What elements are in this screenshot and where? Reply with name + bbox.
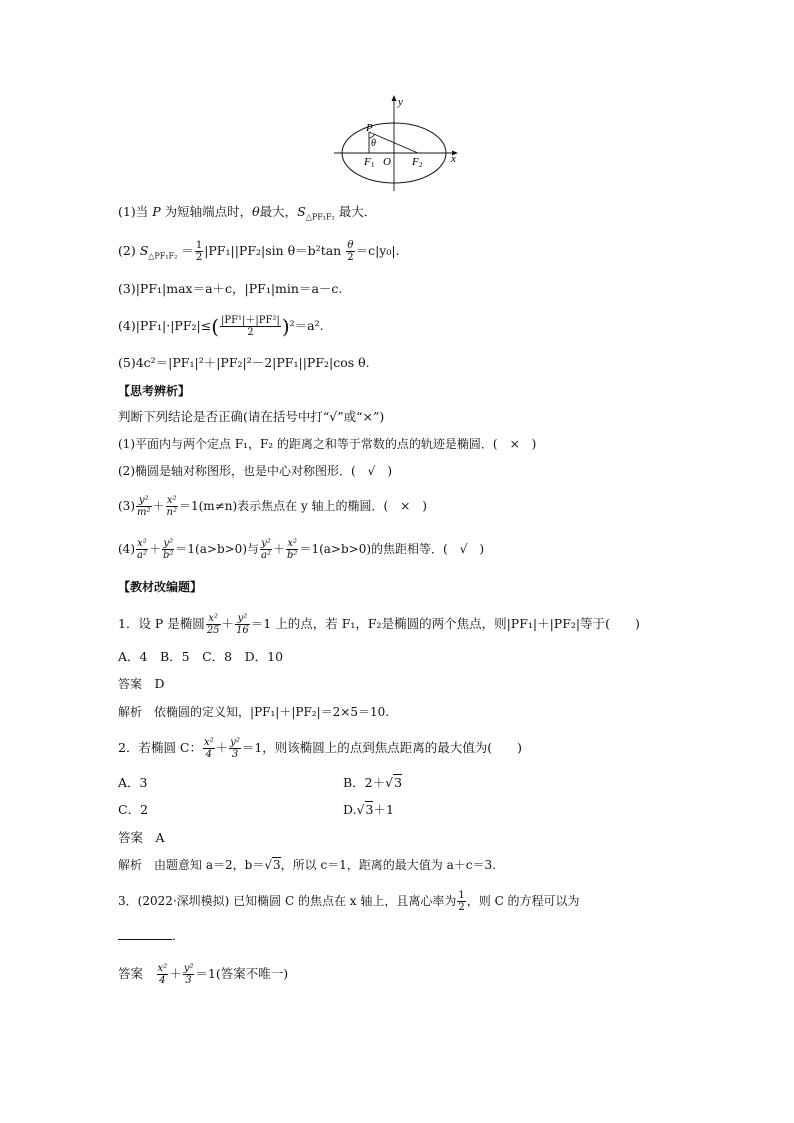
question-3-answer: 答案 $\frac{\text{x²}}{4}$ ＋ $\frac{\text{y²}}{3}$ ＝1(答案不唯一) — [118, 963, 289, 986]
y-label: y — [398, 96, 403, 108]
think-intro: 判断下列结论是否正确(请在括号中打“√”或“×”) — [118, 409, 385, 424]
y-axis-arrow — [392, 95, 397, 101]
fraction-theta-half: $\frac{\theta}{2}$ — [347, 240, 354, 263]
question-2-option-c: C．2 — [118, 802, 149, 817]
fraction-half: $\frac{1}{2}$ — [195, 240, 203, 263]
question-1: 1．设 P 是椭圆 $\frac{\text{x²}}{25}$ ＋ $\frac{\text{y²}}{16}$ ＝1 上的点，若 F₁，F₂是椭圆的两个焦点，则|PF₁|＋|PF₂|等于( ) — [118, 613, 640, 636]
ellipse-figure — [330, 92, 470, 194]
statement-4: (4) $\frac{\text{x²}}{\text{a²}}$ ＋ $\frac{\text{y²}}{\text{b²}}$ ＝1(a>b>0)与 $\frac{\text{y²}}{\text{a²}}$ ＋ $\frac{\text{x²}}{\text{b²}}$ ＝1(a>b>0)的焦距相等．( √ ) — [118, 538, 485, 561]
property-4: (4)|PF₁|·|PF₂|≤( $\frac{\text{|PF¹|＋|PF²|}}{2}$ )²＝a². — [118, 314, 324, 339]
statement-1: (1)平面内与两个定点 F₁，F₂ 的距离之和等于常数的点的轨迹是椭圆．( × ) — [118, 437, 537, 451]
question-1-answer: 答案 D — [118, 676, 165, 691]
question-1-solution: 解析 依椭圆的定义知，|PF₁|＋|PF₂|＝2×5＝10. — [118, 705, 390, 719]
answer-blank — [118, 929, 172, 940]
o-label: O — [383, 156, 391, 168]
pf2-segment — [369, 132, 418, 153]
f1-label: F — [364, 156, 371, 168]
property-5: (5)4c²＝|PF₁|²＋|PF₂|²－2|PF₁||PF₂|cos θ. — [118, 355, 370, 370]
f1-sub: 1 — [371, 161, 375, 169]
statement-2: (2)椭圆是轴对称图形，也是中心对称图形．( √ ) — [118, 464, 393, 478]
property-1: (1)当 P 为短轴端点时，θ最大，$S_{\triangle PF_1F_2}$ 最大． — [118, 204, 377, 222]
question-1-options: A．4 B．5 C．8 D．10 — [118, 649, 284, 664]
section-header-textbook: 【教材改编题】 — [118, 580, 203, 594]
x-label: x — [451, 153, 456, 165]
section-header-think: 【思考辨析】 — [118, 384, 191, 398]
question-3-blank: ． — [118, 927, 185, 945]
property-3: (3)|PF₁|max＝a＋c，|PF₁|min＝a－c. — [118, 281, 343, 296]
question-2-solution: 解析 由题意知 a＝2，b＝√3，所以 c＝1，距离的最大值为 a＋c＝3. — [118, 858, 496, 872]
question-3: 3．(2022·深圳模拟) 已知椭圆 C 的焦点在 x 轴上，且离心率为 $\frac{1}{2}$ ，则 C 的方程可以为 — [118, 890, 580, 913]
theta-label: θ — [371, 138, 376, 149]
statement-3: (3) $\frac{\text{y²}}{\text{m²}}$ ＋ $\frac{\text{x²}}{\text{n²}}$ ＝1(m≠n)表示焦点在 y 轴上的椭圆．( × ) — [118, 495, 427, 518]
f2-label: F — [412, 156, 419, 168]
p-label: P — [366, 122, 373, 134]
question-2: 2．若椭圆 C： $\frac{\text{x²}}{4}$ ＋ $\frac{\text{y²}}{3}$ ＝1，则该椭圆上的点到焦点距离的最大值为( ) — [118, 737, 523, 760]
question-2-option-b: B．2＋√3 — [343, 775, 403, 790]
question-2-option-d: D.√3＋1 — [343, 802, 394, 817]
f2-sub: 2 — [419, 161, 423, 169]
question-2-option-a: A．3 — [118, 775, 148, 790]
fraction-pf-sum: $\frac{\text{|PF¹|＋|PF²|}}{2}$ — [221, 315, 280, 338]
question-2-answer: 答案 A — [118, 830, 165, 845]
property-2: (2) $S_{\triangle PF_1F_2}$ ＝ $\frac{1}{2}$ |PF₁||PF₂|sin θ＝b²tan $\frac{\theta}{2}$ ＝c|y₀|. — [118, 240, 400, 263]
